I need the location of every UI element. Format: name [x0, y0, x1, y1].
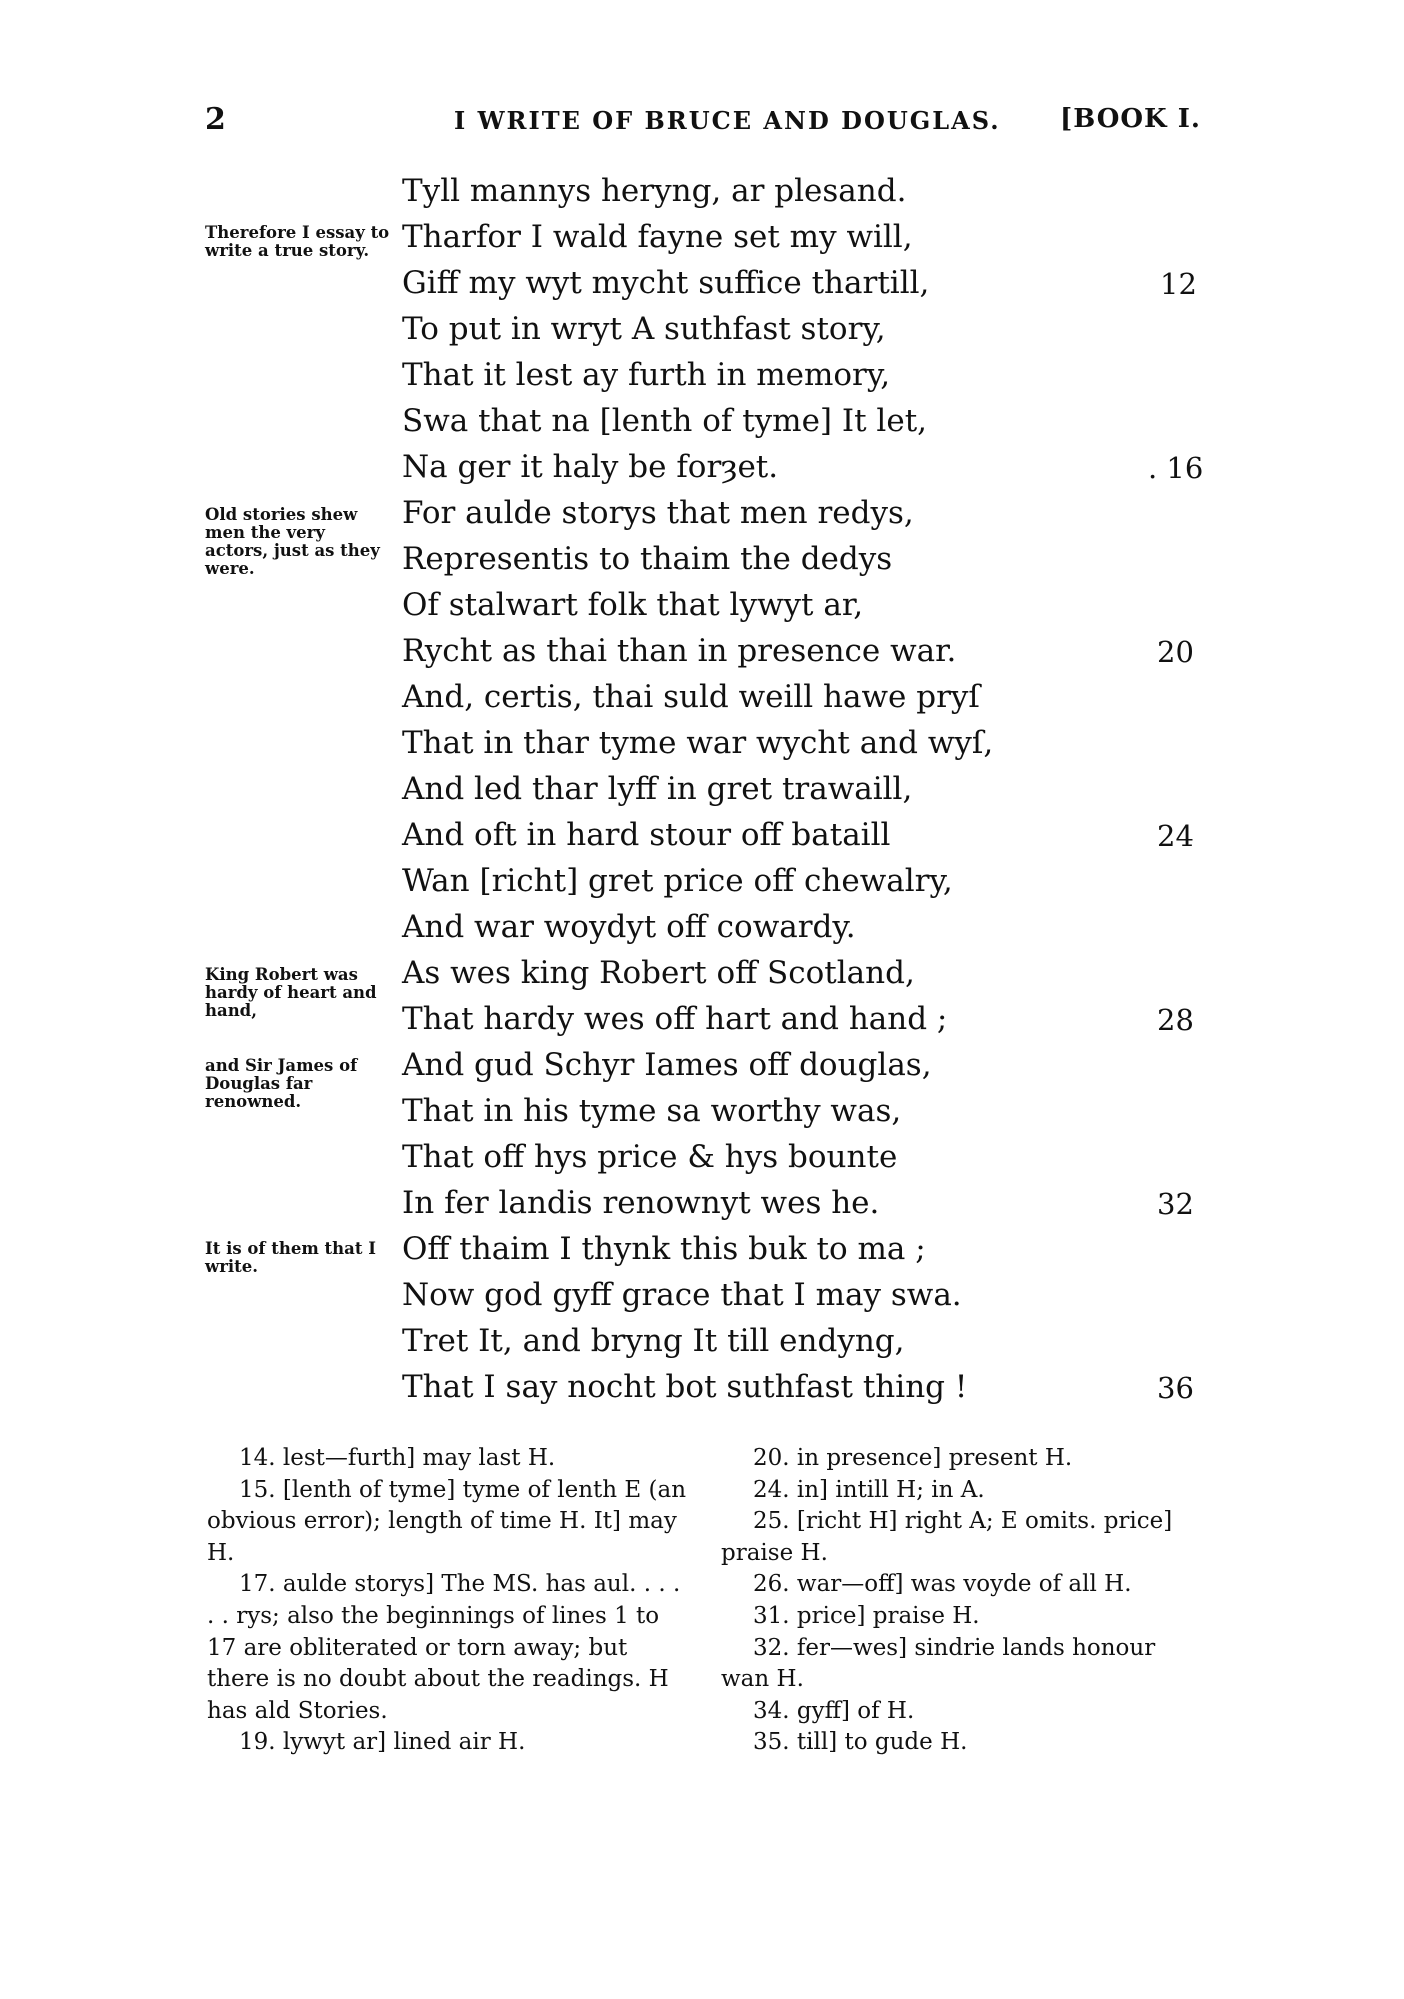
verse-line: And, certis, thai suld weill hawe pryſ	[402, 679, 980, 715]
footnotes-left	[207, 1443, 687, 1759]
verse-line: Wan [richt] gret price off chewalry,	[402, 863, 953, 899]
verse-line: Na ger it haly be forȝet.	[402, 449, 779, 485]
line-number: 32	[1157, 1187, 1194, 1221]
verse-line: Now god gyff grace that I may swa.	[402, 1277, 962, 1313]
line-number: 24	[1157, 819, 1194, 853]
book-label: [BOOK I.	[1060, 104, 1201, 134]
footnote: 25. [richt H] right A; E omits. price] praise H.	[721, 1508, 1173, 1566]
footnote: 15. [lenth of tyme] tyme of lenth E (an obvious error); length of time H. It] may H.	[207, 1476, 687, 1566]
verse-line: And war woydyt off cowardy.	[402, 909, 856, 945]
side-note: King Robert was hardy of heart and hand,	[205, 965, 377, 1020]
verse-line: Of stalwart folk that lywyt ar,	[402, 587, 864, 623]
line-number: 20	[1157, 635, 1194, 669]
side-note: Old stories shew men the very actors, just as they were.	[205, 505, 380, 578]
verse-line: And led thar lyff in gret trawaill,	[402, 771, 913, 807]
verse-line: In fer landis renownyt wes he.	[402, 1185, 880, 1221]
footnote: 31. price] praise H.	[753, 1602, 980, 1629]
verse-line: That hardy wes off hart and hand ;	[402, 1001, 948, 1037]
line-number: 12	[1160, 267, 1197, 301]
verse-line: Tharfor I wald fayne set my will,	[402, 219, 913, 255]
line-number: 36	[1157, 1371, 1194, 1405]
footnote: 19. lywyt ar] lined air H.	[239, 1729, 526, 1756]
verse-line: That off hys price & hys bounte	[402, 1139, 898, 1175]
verse-line: For aulde storys that men redys,	[402, 495, 914, 531]
verse-line: That in his tyme sa worthy was,	[402, 1093, 902, 1129]
verse-line: And oft in hard stour off bataill	[402, 817, 891, 853]
footnote: 35. till] to gude H.	[753, 1729, 968, 1756]
verse-line: And gud Schyr Iames off douglas,	[402, 1047, 932, 1083]
side-note: Therefore I essay to write a true story.	[205, 223, 390, 260]
verse-line: That it lest ay furth in memory,	[402, 357, 891, 393]
side-note: It is of them that I write.	[205, 1239, 376, 1276]
line-number: 28	[1157, 1003, 1194, 1037]
page-number: 2	[205, 102, 226, 137]
verse-line: That I say nocht bot suthfast thing !	[402, 1369, 968, 1405]
footnotes-right	[721, 1443, 1201, 1759]
verse-line: Rycht as thai than in presence war.	[402, 633, 957, 669]
verse-line: Tret It, and bryng It till endyng,	[402, 1323, 905, 1359]
verse-line: Off thaim I thynk this buk to ma ;	[402, 1231, 926, 1267]
side-note: and Sir James of Douglas far renowned.	[205, 1056, 358, 1111]
verse-line: Tyll mannys heryng, ar plesand.	[402, 173, 907, 209]
footnote: 24. in] intill H; in A.	[753, 1476, 985, 1503]
running-title: I WRITE OF BRUCE AND DOUGLAS.	[454, 106, 1001, 135]
line-number: . 16	[1148, 451, 1204, 485]
footnote: 17. aulde storys] The MS. has aul. . . . . . rys; also the beginnings of lines 1 to 17 are obliterated or torn away; but there is no doubt about the readings. H has ald Stories.	[207, 1571, 681, 1724]
verse-line: That in thar tyme war wycht and wyſ,	[402, 725, 994, 761]
verse-line: Swa that na [lenth of tyme] It let,	[402, 403, 928, 439]
footnote: 34. gyff] of H.	[753, 1697, 915, 1724]
footnote: 32. fer—wes] sindrie lands honour wan H.	[721, 1634, 1156, 1693]
verse-line: Giff my wyt mycht suffice thartill,	[402, 265, 930, 301]
verse-line: Representis to thaim the dedys	[402, 541, 893, 577]
footnote: 26. war—off] was voyde of all H.	[753, 1571, 1132, 1598]
verse-line: To put in wryt A suthfast story,	[402, 311, 886, 347]
footnote: 14. lest—furth] may last H.	[239, 1445, 556, 1471]
verse-line: As wes king Robert off Scotland,	[402, 955, 915, 991]
footnote: 20. in presence] present H.	[753, 1445, 1073, 1471]
